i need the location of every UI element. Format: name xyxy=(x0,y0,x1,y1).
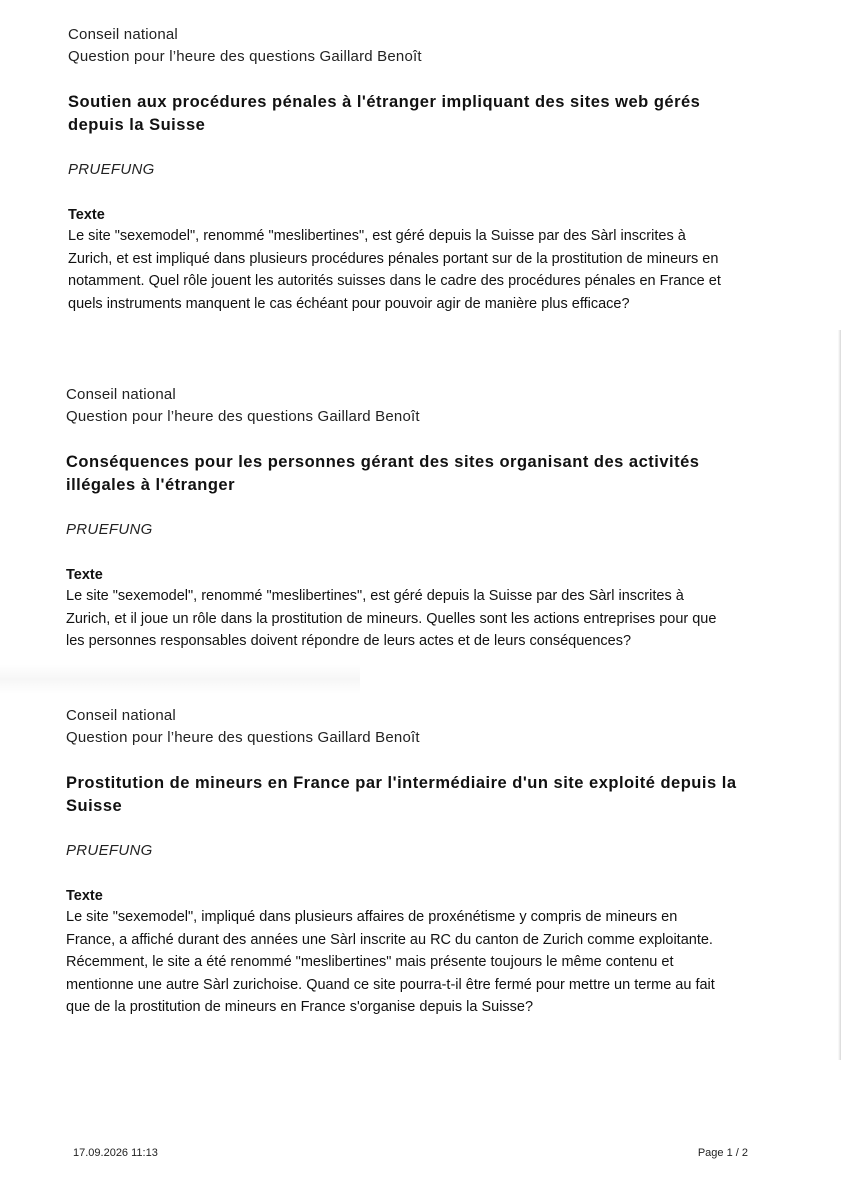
question-title xyxy=(66,451,766,497)
text-line: Récemment, le site a été renommé "meslibertines" mais présente toujours le même contenu et xyxy=(66,954,674,970)
title-line: Conséquences pour les personnes gérant des sites organisant des activités xyxy=(66,453,700,471)
status-label: PRUEFUNG xyxy=(66,842,153,859)
question-entry-2 xyxy=(66,384,766,653)
council-name: Conseil national xyxy=(68,26,178,43)
text-heading: Texte xyxy=(66,888,103,904)
page-number: Page 1 / 2 xyxy=(697,1147,748,1159)
status-label: PRUEFUNG xyxy=(68,161,155,178)
title-line: illégales à l'étranger xyxy=(66,476,235,494)
question-entry-3 xyxy=(66,705,766,1019)
text-line: Zurich, et il joue un rôle dans la prostitution de mineurs. Quelles sont les actions entreprises pour que xyxy=(66,610,717,627)
text-line: que de la prostitution de mineurs en France s'organise depuis la Suisse? xyxy=(66,999,534,1015)
text-line: Le site "sexemodel", impliqué dans plusieurs affaires de proxénétisme y compris de mineurs en xyxy=(66,909,678,925)
question-title xyxy=(66,772,766,818)
question-entry-1 xyxy=(68,24,768,315)
text-line: notamment. Quel rôle jouent les autorités suisses dans le cadre des procédures pénales en France et xyxy=(68,273,721,289)
question-title xyxy=(68,91,768,137)
title-line: depuis la Suisse xyxy=(68,116,206,134)
text-line: Le site "sexemodel", renommé "meslibertines", est géré depuis la Suisse par des Sàrl inscrites à xyxy=(68,228,686,244)
question-type: Question pour l’heure des questions Gaillard Benoît xyxy=(68,48,422,65)
council-name: Conseil national xyxy=(66,707,176,724)
print-timestamp: 17.09.2026 11:13 xyxy=(73,1147,158,1159)
status-label: PRUEFUNG xyxy=(66,521,153,538)
question-type: Question pour l’heure des questions Gaillard Benoît xyxy=(66,729,420,746)
text-heading: Texte xyxy=(66,567,103,583)
text-line: Zurich, et est impliqué dans plusieurs procédures pénales portant sur de la prostitution de mineurs en xyxy=(68,250,719,267)
question-text xyxy=(66,585,766,653)
title-line: Prostitution de mineurs en France par l'intermédiaire d'un site exploité depuis la xyxy=(66,774,737,792)
text-line: mentionne une autre Sàrl zurichoise. Quand ce site pourra-t-il être fermé pour mettre un terme au fait xyxy=(66,976,715,993)
title-line: Suisse xyxy=(66,797,123,815)
paper-fold-shadow xyxy=(0,664,360,694)
question-text xyxy=(68,225,768,315)
text-line: Le site "sexemodel", renommé "meslibertines", est géré depuis la Suisse par des Sàrl inscrites à xyxy=(66,588,684,604)
council-name: Conseil national xyxy=(66,386,176,403)
text-heading: Texte xyxy=(68,207,105,223)
title-line: Soutien aux procédures pénales à l'étranger impliquant des sites web gérés xyxy=(68,93,701,111)
text-line: quels instruments manquent le cas échéant pour pouvoir agir de manière plus efficace? xyxy=(68,295,630,312)
question-text xyxy=(66,906,766,1019)
text-line: France, a affiché durant des années une Sàrl inscrite au RC du canton de Zurich comme exploitante. xyxy=(66,931,713,948)
text-line: les personnes responsables doivent répondre de leurs actes et de leurs conséquences? xyxy=(66,633,632,649)
question-type: Question pour l’heure des questions Gaillard Benoît xyxy=(66,408,420,425)
